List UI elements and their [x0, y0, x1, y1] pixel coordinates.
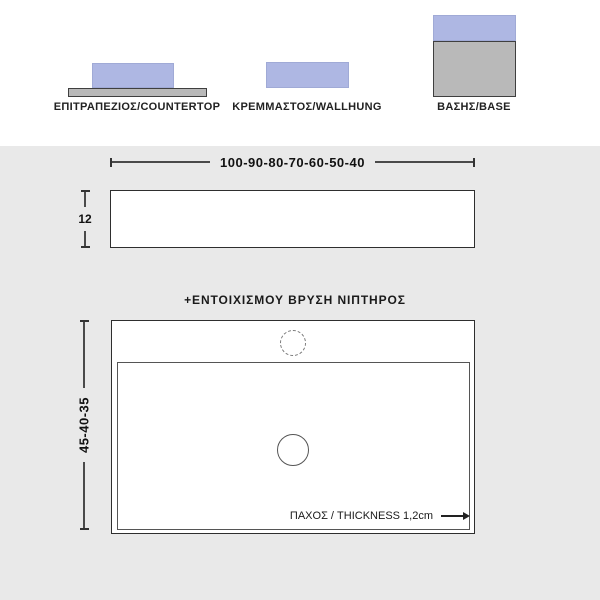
dimension-tick-bottom	[80, 528, 89, 530]
mount-type-label-base: ΒΑΣΗΣ/BASE	[437, 101, 511, 113]
dimension-line	[83, 462, 85, 528]
thickness-note	[280, 509, 470, 523]
top-view-title: +ΕΝΤΟΙΧΙΣΜΟΥ ΒΡΥΣΗ ΝΙΠΤΗΡΟΣ	[184, 293, 406, 307]
thickness-note-label: ΠΑΧΟΣ / THICKNESS 1,2cm	[289, 510, 433, 522]
drain-hole-circle	[277, 434, 309, 466]
countertop-basin-rect	[92, 63, 174, 88]
dimension-line	[84, 231, 86, 246]
height-dimension	[77, 190, 93, 248]
mount-type-label-countertop: ΕΠΙΤΡΑΠΕΖΙΟΣ/COUNTERTOP	[53, 101, 221, 113]
dimension-tick-right	[473, 158, 475, 167]
dimension-line	[112, 161, 210, 163]
base-basin-rect	[433, 15, 516, 41]
dimension-line	[84, 192, 86, 207]
faucet-hole-dashed-circle	[280, 330, 306, 356]
dimension-line	[375, 161, 473, 163]
thickness-arrow-line	[441, 515, 463, 517]
wallhung-basin-rect	[266, 62, 349, 88]
width-dimension	[110, 155, 475, 169]
thickness-arrow-head-icon	[463, 512, 470, 520]
front-view-rect	[110, 190, 475, 248]
base-cabinet-rect	[433, 41, 516, 97]
depth-dimension-label: 45-40-35	[76, 396, 92, 454]
dimension-line	[83, 322, 85, 388]
mount-type-label-wallhung: ΚΡΕΜΜΑΣΤΟΣ/WALLHUNG	[232, 101, 382, 113]
depth-dimension	[76, 320, 92, 530]
height-dimension-label: 12	[78, 212, 92, 226]
countertop-counter-rect	[68, 88, 207, 97]
depth-dimension-label-box	[76, 388, 92, 462]
width-dimension-label: 100-90-80-70-60-50-40	[220, 154, 365, 170]
dimension-tick-bottom	[81, 246, 90, 248]
